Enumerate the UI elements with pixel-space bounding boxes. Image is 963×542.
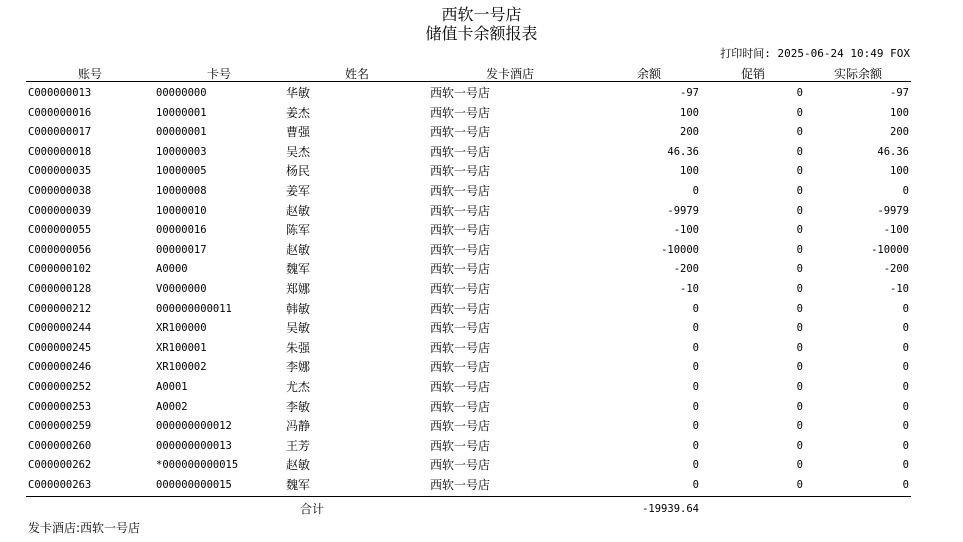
table-row bbox=[0, 260, 963, 280]
cell-actual-balance: 0 bbox=[902, 341, 909, 354]
total-balance: -19939.64 bbox=[642, 503, 699, 515]
cell-promo: 0 bbox=[796, 479, 803, 491]
cell-card: 00000017 bbox=[156, 243, 207, 256]
total-label: 合计 bbox=[300, 502, 325, 516]
table-row bbox=[0, 182, 963, 202]
cell-account: C000000244 bbox=[28, 322, 92, 335]
cell-balance: 100 bbox=[680, 165, 699, 178]
table-row bbox=[0, 358, 963, 378]
cell-actual-balance: 0 bbox=[902, 381, 909, 393]
cell-card: V0000000 bbox=[156, 283, 207, 295]
cell-name: 魏军 bbox=[286, 262, 311, 277]
cell-actual-balance: 0 bbox=[902, 185, 909, 197]
cell-card: 000000000015 bbox=[156, 479, 232, 491]
total-divider bbox=[26, 496, 911, 497]
cell-promo: 0 bbox=[796, 185, 803, 197]
cell-card: 000000000012 bbox=[156, 420, 232, 433]
cell-account: C000000016 bbox=[28, 106, 92, 119]
cell-actual-balance: -10 bbox=[890, 283, 909, 295]
cell-account: C000000262 bbox=[28, 459, 92, 472]
cell-hotel: 西软一号店 bbox=[430, 478, 491, 492]
cell-hotel: 西软一号店 bbox=[430, 340, 491, 355]
cell-card: A0000 bbox=[156, 263, 188, 276]
table-row bbox=[0, 456, 963, 476]
cell-hotel: 西软一号店 bbox=[430, 419, 491, 434]
header-actual-balance: 实际余额 bbox=[834, 67, 883, 81]
cell-actual-balance: 100 bbox=[890, 106, 909, 119]
cell-promo: 0 bbox=[796, 381, 803, 393]
table-row bbox=[0, 104, 963, 124]
cell-card: 10000005 bbox=[156, 165, 207, 178]
report-subtitle: 储值卡余额报表 bbox=[425, 24, 538, 43]
cell-hotel: 西软一号店 bbox=[430, 282, 491, 296]
cell-balance: 46.36 bbox=[667, 145, 699, 158]
total-row bbox=[0, 500, 963, 518]
cell-card: 10000001 bbox=[156, 106, 207, 119]
table-row bbox=[0, 319, 963, 339]
cell-actual-balance: 0 bbox=[902, 302, 909, 315]
cell-card: XR100001 bbox=[156, 341, 207, 354]
table-row bbox=[0, 123, 963, 143]
cell-actual-balance: 0 bbox=[902, 400, 909, 413]
cell-name: 吴敏 bbox=[286, 321, 311, 336]
cell-hotel: 西软一号店 bbox=[430, 105, 491, 120]
cell-actual-balance: -100 bbox=[883, 224, 909, 237]
cell-name: 赵敏 bbox=[286, 203, 311, 218]
cell-balance: 0 bbox=[692, 400, 699, 413]
header-divider bbox=[26, 81, 911, 82]
cell-hotel: 西软一号店 bbox=[430, 380, 491, 394]
cell-balance: 200 bbox=[680, 126, 699, 139]
cell-account: C000000259 bbox=[28, 420, 92, 433]
cell-hotel: 西软一号店 bbox=[430, 438, 491, 453]
table-row bbox=[0, 398, 963, 418]
header-hotel: 发卡酒店 bbox=[486, 67, 535, 81]
cell-promo: 0 bbox=[796, 341, 803, 354]
cell-hotel: 西软一号店 bbox=[430, 125, 491, 140]
cell-hotel: 西软一号店 bbox=[430, 203, 491, 218]
cell-account: C000000260 bbox=[28, 439, 92, 452]
cell-name: 郑娜 bbox=[286, 282, 311, 296]
cell-name: 杨民 bbox=[286, 164, 311, 179]
cell-promo: 0 bbox=[796, 439, 803, 452]
cell-promo: 0 bbox=[796, 263, 803, 276]
cell-name: 冯静 bbox=[286, 419, 311, 434]
cell-balance: 0 bbox=[692, 420, 699, 433]
cell-name: 尤杰 bbox=[286, 380, 311, 394]
cell-hotel: 西软一号店 bbox=[430, 86, 491, 100]
cell-card: A0002 bbox=[156, 400, 188, 413]
cell-name: 李敏 bbox=[286, 399, 311, 414]
header-name: 姓名 bbox=[345, 67, 370, 81]
cell-hotel: 西软一号店 bbox=[430, 223, 491, 238]
cell-actual-balance: 0 bbox=[902, 459, 909, 472]
cell-card: 10000008 bbox=[156, 185, 207, 197]
cell-account: C000000212 bbox=[28, 302, 92, 315]
cell-balance: 0 bbox=[692, 381, 699, 393]
cell-promo: 0 bbox=[796, 400, 803, 413]
cell-name: 姜杰 bbox=[286, 105, 311, 120]
cell-actual-balance: 46.36 bbox=[877, 145, 909, 158]
cell-card: 00000001 bbox=[156, 126, 207, 139]
cell-balance: 0 bbox=[692, 479, 699, 491]
cell-hotel: 西软一号店 bbox=[430, 360, 491, 375]
cell-hotel: 西软一号店 bbox=[430, 301, 491, 316]
cell-actual-balance: 0 bbox=[902, 361, 909, 374]
cell-card: 000000000011 bbox=[156, 302, 232, 315]
cell-actual-balance: -10000 bbox=[871, 243, 909, 256]
cell-hotel: 西软一号店 bbox=[430, 184, 491, 198]
table-row bbox=[0, 339, 963, 359]
cell-name: 华敏 bbox=[286, 86, 311, 100]
cell-account: C000000013 bbox=[28, 87, 92, 99]
cell-account: C000000253 bbox=[28, 400, 92, 413]
cell-name: 姜军 bbox=[286, 184, 311, 198]
cell-balance: 0 bbox=[692, 439, 699, 452]
cell-actual-balance: 0 bbox=[902, 479, 909, 491]
cell-balance: -97 bbox=[680, 87, 699, 99]
cell-account: C000000102 bbox=[28, 263, 92, 276]
cell-account: C000000128 bbox=[28, 283, 92, 295]
footer-hotel: 发卡酒店:西软一号店 bbox=[28, 521, 141, 535]
cell-promo: 0 bbox=[796, 126, 803, 139]
table-row bbox=[0, 162, 963, 182]
cell-card: 00000016 bbox=[156, 224, 207, 237]
cell-balance: 0 bbox=[692, 341, 699, 354]
cell-name: 韩敏 bbox=[286, 301, 311, 316]
cell-actual-balance: 0 bbox=[902, 420, 909, 433]
cell-hotel: 西软一号店 bbox=[430, 321, 491, 336]
cell-account: C000000039 bbox=[28, 204, 92, 217]
cell-card: XR100002 bbox=[156, 361, 207, 374]
cell-name: 朱强 bbox=[286, 340, 311, 355]
cell-name: 陈军 bbox=[286, 223, 311, 238]
cell-name: 王芳 bbox=[286, 438, 311, 453]
cell-account: C000000252 bbox=[28, 381, 92, 393]
cell-promo: 0 bbox=[796, 420, 803, 433]
header-account: 账号 bbox=[78, 67, 103, 81]
table-row bbox=[0, 476, 963, 496]
cell-name: 吴杰 bbox=[286, 144, 311, 159]
cell-actual-balance: 0 bbox=[902, 322, 909, 335]
table-row bbox=[0, 241, 963, 261]
cell-promo: 0 bbox=[796, 283, 803, 295]
cell-hotel: 西软一号店 bbox=[430, 262, 491, 277]
table-row bbox=[0, 280, 963, 300]
cell-actual-balance: -9979 bbox=[877, 204, 909, 217]
cell-card: 10000010 bbox=[156, 204, 207, 217]
cell-account: C000000056 bbox=[28, 243, 92, 256]
table-row bbox=[0, 417, 963, 437]
report-title: 西软一号店 bbox=[441, 5, 522, 24]
cell-card: A0001 bbox=[156, 381, 188, 393]
cell-promo: 0 bbox=[796, 204, 803, 217]
table-row bbox=[0, 202, 963, 222]
cell-account: C000000263 bbox=[28, 479, 92, 491]
cell-account: C000000246 bbox=[28, 361, 92, 374]
cell-promo: 0 bbox=[796, 224, 803, 237]
cell-hotel: 西软一号店 bbox=[430, 458, 491, 473]
cell-balance: -200 bbox=[673, 263, 699, 276]
cell-actual-balance: 200 bbox=[890, 126, 909, 139]
cell-promo: 0 bbox=[796, 106, 803, 119]
cell-hotel: 西软一号店 bbox=[430, 399, 491, 414]
cell-name: 赵敏 bbox=[286, 242, 311, 257]
cell-card: 000000000013 bbox=[156, 439, 232, 452]
cell-card: 10000003 bbox=[156, 145, 207, 158]
cell-actual-balance: -200 bbox=[883, 263, 909, 276]
cell-balance: 0 bbox=[692, 361, 699, 374]
cell-balance: -10 bbox=[680, 283, 699, 295]
cell-promo: 0 bbox=[796, 361, 803, 374]
cell-name: 曹强 bbox=[286, 125, 311, 140]
table-row bbox=[0, 378, 963, 398]
cell-card: XR100000 bbox=[156, 322, 207, 335]
cell-promo: 0 bbox=[796, 87, 803, 99]
table-row bbox=[0, 143, 963, 163]
table-row bbox=[0, 437, 963, 457]
table-row bbox=[0, 221, 963, 241]
cell-balance: 0 bbox=[692, 185, 699, 197]
cell-hotel: 西软一号店 bbox=[430, 164, 491, 179]
cell-account: C000000038 bbox=[28, 185, 92, 197]
cell-account: C000000035 bbox=[28, 165, 92, 178]
cell-balance: 100 bbox=[680, 106, 699, 119]
print-time: 打印时间: 2025-06-24 10:49 FOX bbox=[720, 47, 910, 60]
cell-account: C000000017 bbox=[28, 126, 92, 139]
cell-hotel: 西软一号店 bbox=[430, 242, 491, 257]
cell-promo: 0 bbox=[796, 302, 803, 315]
cell-account: C000000245 bbox=[28, 341, 92, 354]
table-row bbox=[0, 300, 963, 320]
header-balance: 余额 bbox=[637, 67, 662, 81]
cell-hotel: 西软一号店 bbox=[430, 144, 491, 159]
table-row bbox=[0, 84, 963, 104]
cell-balance: -10000 bbox=[661, 243, 699, 256]
cell-promo: 0 bbox=[796, 322, 803, 335]
cell-card: *000000000015 bbox=[156, 459, 239, 472]
cell-actual-balance: -97 bbox=[890, 87, 909, 99]
header-promo: 促销 bbox=[741, 67, 766, 81]
cell-promo: 0 bbox=[796, 165, 803, 178]
cell-balance: 0 bbox=[692, 322, 699, 335]
cell-name: 魏军 bbox=[286, 478, 311, 492]
cell-name: 李娜 bbox=[286, 360, 311, 375]
cell-balance: 0 bbox=[692, 302, 699, 315]
cell-promo: 0 bbox=[796, 145, 803, 158]
cell-name: 赵敏 bbox=[286, 458, 311, 473]
cell-balance: -100 bbox=[673, 224, 699, 237]
cell-actual-balance: 100 bbox=[890, 165, 909, 178]
cell-account: C000000018 bbox=[28, 145, 92, 158]
cell-card: 00000000 bbox=[156, 87, 207, 99]
cell-account: C000000055 bbox=[28, 224, 92, 237]
header-card: 卡号 bbox=[207, 67, 232, 81]
cell-balance: 0 bbox=[692, 459, 699, 472]
cell-actual-balance: 0 bbox=[902, 439, 909, 452]
cell-promo: 0 bbox=[796, 459, 803, 472]
cell-promo: 0 bbox=[796, 243, 803, 256]
cell-balance: -9979 bbox=[667, 204, 699, 217]
